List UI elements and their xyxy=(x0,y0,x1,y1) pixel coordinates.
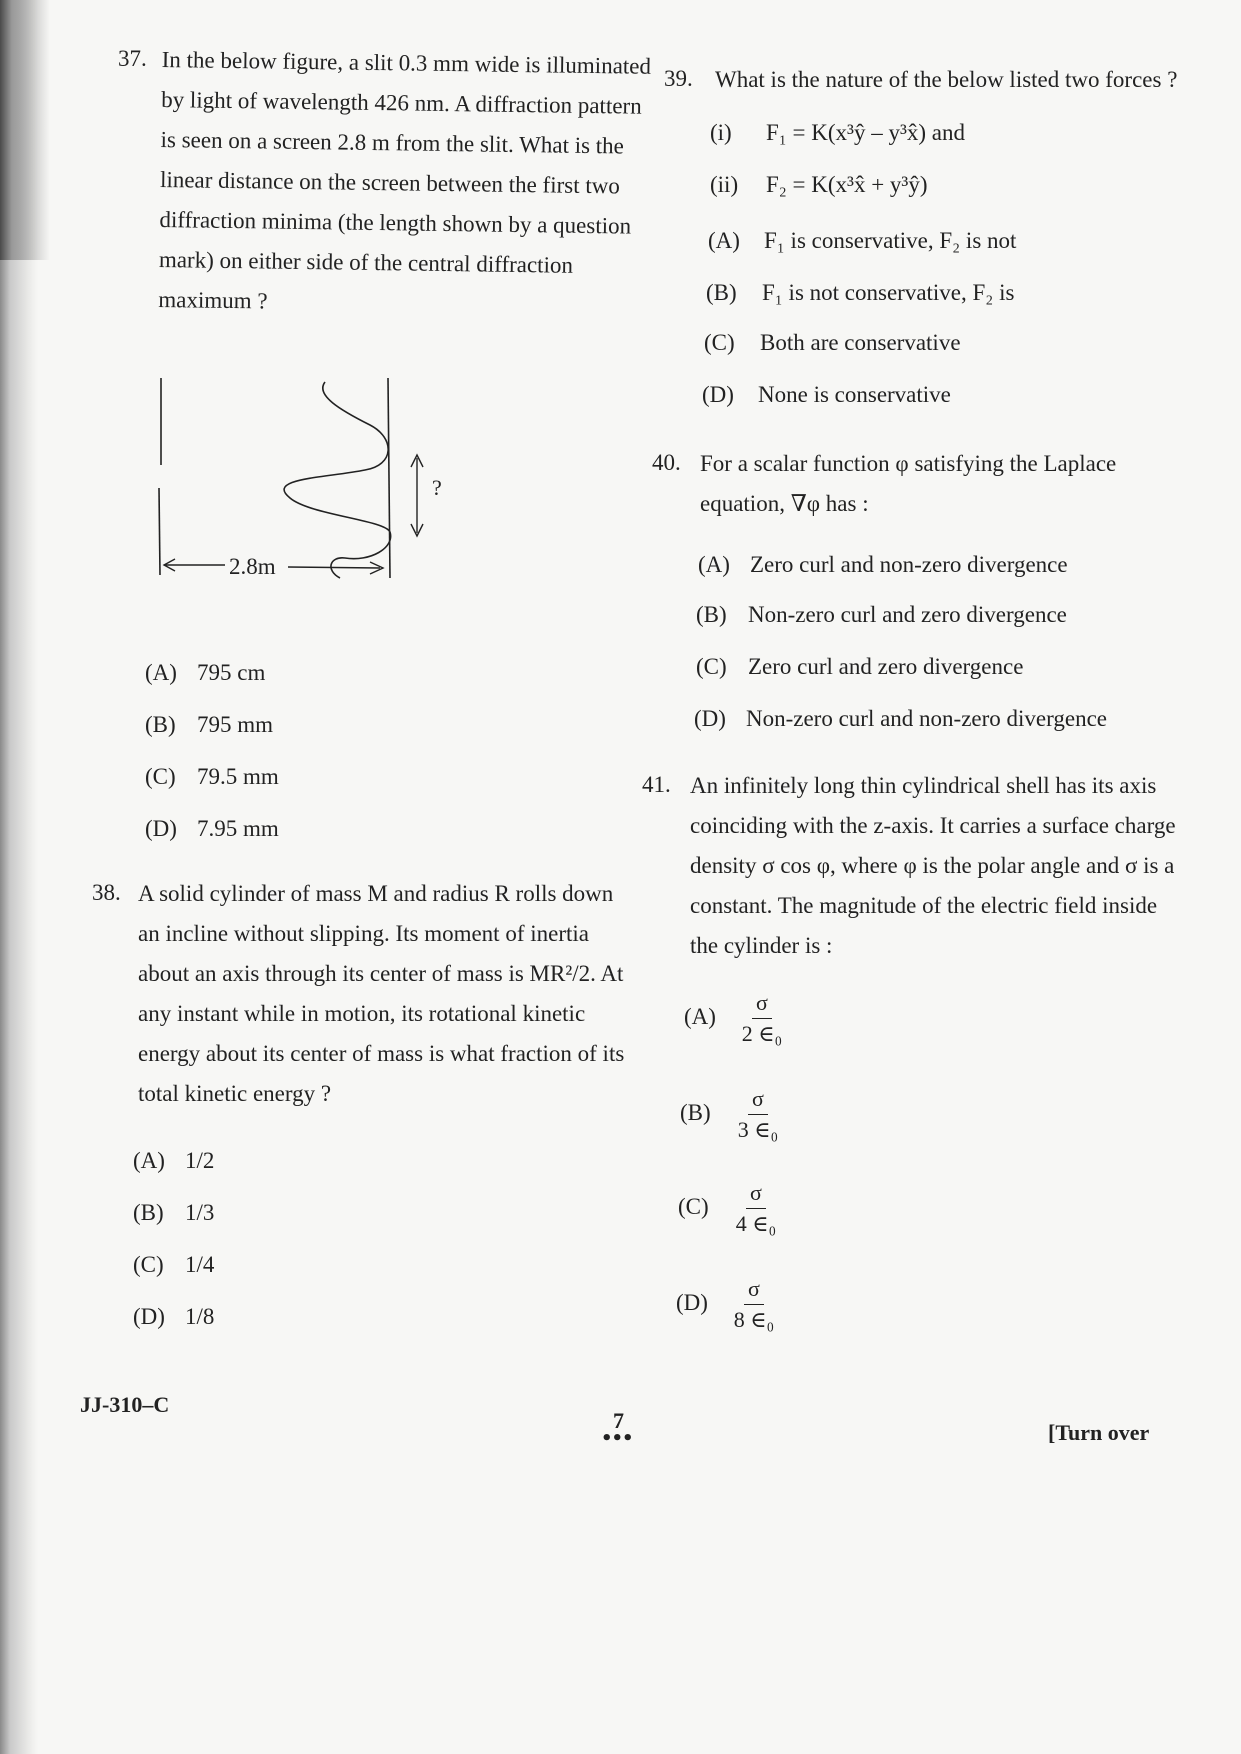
option-text: 1/8 xyxy=(185,1304,215,1329)
question-text: An infinitely long thin cylindrical shell has its axis coinciding with the z-axis. It carries a surface charge density σ cos φ, where φ is the polar angle and σ is a constant. The magnitude of the electric field inside the cylinder is : xyxy=(690,773,1176,958)
question-text: In the below figure, a slit 0.3 mm wide is illuminated by light of wavelength 426 nm. A diffraction pattern is seen on a screen 2.8 m from the slit. What is the linear distance on the screen between the first two diffraction minima (the length shown by a question mark) on either side of the central diffraction maximum ? xyxy=(158,46,652,314)
option-label: (A) xyxy=(708,228,740,253)
option-a[interactable] xyxy=(133,1148,214,1174)
question-mark-label: ? xyxy=(432,475,442,500)
option-a[interactable] xyxy=(708,228,1016,254)
page-dots: ••• xyxy=(601,1428,633,1449)
option-text: 795 mm xyxy=(197,712,274,737)
option-label: (D) xyxy=(702,382,734,407)
option-d[interactable] xyxy=(145,816,279,842)
question-text: What is the nature of the below listed two forces ? xyxy=(715,67,1178,92)
turn-over-label: [Turn over xyxy=(1048,1420,1150,1445)
option-text: Zero curl and non-zero divergence xyxy=(750,552,1068,577)
option-b[interactable] xyxy=(680,1086,778,1143)
fraction-denominator: 3 ∈₀ xyxy=(737,1117,779,1142)
option-label: (B) xyxy=(680,1099,711,1125)
force-item-ii xyxy=(710,172,927,198)
question-number: 38. xyxy=(92,880,121,905)
option-label: (D) xyxy=(694,706,726,731)
option-text: 79.5 mm xyxy=(197,764,279,789)
option-text: 1/3 xyxy=(185,1200,215,1225)
option-a[interactable] xyxy=(698,552,1068,578)
distance-label: 2.8m xyxy=(229,554,276,579)
option-label: (D) xyxy=(145,816,177,841)
option-label: (C) xyxy=(704,330,735,355)
item-label: (i) xyxy=(710,120,732,145)
diffraction-figure xyxy=(140,370,460,585)
option-text: None is conservative xyxy=(758,382,951,407)
option-text: Zero curl and zero divergence xyxy=(748,654,1024,679)
fraction xyxy=(738,1086,778,1143)
option-b[interactable] xyxy=(133,1200,214,1226)
option-a[interactable] xyxy=(145,660,265,686)
option-b[interactable] xyxy=(706,280,1014,306)
page-scan-edge xyxy=(0,0,38,1754)
option-c[interactable] xyxy=(133,1252,214,1278)
fraction-denominator: 4 ∈₀ xyxy=(735,1211,777,1236)
option-d[interactable] xyxy=(133,1304,214,1330)
option-label: (D) xyxy=(133,1304,165,1329)
option-label: (C) xyxy=(133,1252,164,1277)
page-number: 7 xyxy=(613,1408,624,1433)
option-text: F₁ is conservative, F₂ is not xyxy=(764,228,1017,253)
option-d[interactable] xyxy=(676,1276,774,1333)
option-text: 1/4 xyxy=(185,1252,215,1277)
question-text: For a scalar function φ satisfying the Laplace equation, ∇φ has : xyxy=(700,451,1117,516)
option-text: 795 cm xyxy=(197,660,266,685)
option-text: Both are conservative xyxy=(760,330,961,355)
option-label: (D) xyxy=(676,1289,708,1315)
option-label: (A) xyxy=(145,660,177,685)
option-d[interactable] xyxy=(694,706,1107,732)
option-c[interactable] xyxy=(678,1180,776,1237)
question-text: A solid cylinder of mass M and radius R rolls down an incline without slipping. Its moment of inertia about an axis through its center of mass is MR²/2. At any instant while in motion, its rotational kinetic energy about its center of mass is what fraction of its total kinetic energy ? xyxy=(138,881,625,1106)
option-label: (C) xyxy=(145,764,176,789)
option-c[interactable] xyxy=(704,330,961,356)
distance-arrow-right xyxy=(288,567,380,568)
option-b[interactable] xyxy=(145,712,273,738)
option-b[interactable] xyxy=(696,602,1067,628)
option-label: (B) xyxy=(133,1200,164,1225)
option-c[interactable] xyxy=(696,654,1023,680)
option-label: (A) xyxy=(684,1003,716,1029)
force-item-i xyxy=(710,120,965,146)
item-text: F₁ = K(x³ŷ – y³x̂) and xyxy=(766,120,965,145)
slit-line-bottom xyxy=(159,488,160,575)
option-c[interactable] xyxy=(145,764,279,790)
fraction xyxy=(734,1276,774,1333)
option-label: (B) xyxy=(145,712,176,737)
fraction-denominator: 2 ∈₀ xyxy=(741,1021,783,1046)
option-text: Non-zero curl and zero divergence xyxy=(748,602,1067,627)
item-label: (ii) xyxy=(710,172,739,197)
fraction xyxy=(742,990,782,1047)
question-number: 39. xyxy=(664,66,693,91)
page-scan-edge-shadow xyxy=(0,0,60,260)
option-label: (B) xyxy=(706,280,737,305)
question-number: 37. xyxy=(118,46,147,71)
option-label: (C) xyxy=(696,654,727,679)
fraction xyxy=(736,1180,776,1237)
option-text: F₁ is not conservative, F₂ is xyxy=(762,280,1015,305)
option-a[interactable] xyxy=(684,990,782,1047)
question-number: 41. xyxy=(642,772,671,797)
fraction-numerator: σ xyxy=(746,1180,766,1209)
paper-code: JJ-310–C xyxy=(80,1392,170,1417)
fraction-numerator: σ xyxy=(744,1276,764,1305)
fraction-numerator: σ xyxy=(752,990,772,1019)
fraction-numerator: σ xyxy=(748,1086,768,1115)
option-label: (A) xyxy=(698,552,730,577)
option-d[interactable] xyxy=(702,382,951,408)
fraction-denominator: 8 ∈₀ xyxy=(733,1307,775,1332)
intensity-pattern xyxy=(284,382,391,578)
option-label: (B) xyxy=(696,602,727,627)
option-label: (C) xyxy=(678,1193,709,1219)
item-text: F₂ = K(x³x̂ + y³ŷ) xyxy=(766,172,928,197)
option-text: Non-zero curl and non-zero divergence xyxy=(746,706,1108,731)
option-text: 7.95 mm xyxy=(197,816,279,841)
screen-line xyxy=(388,378,390,578)
option-text: 1/2 xyxy=(185,1148,215,1173)
question-number: 40. xyxy=(652,450,681,475)
option-label: (A) xyxy=(133,1148,165,1173)
